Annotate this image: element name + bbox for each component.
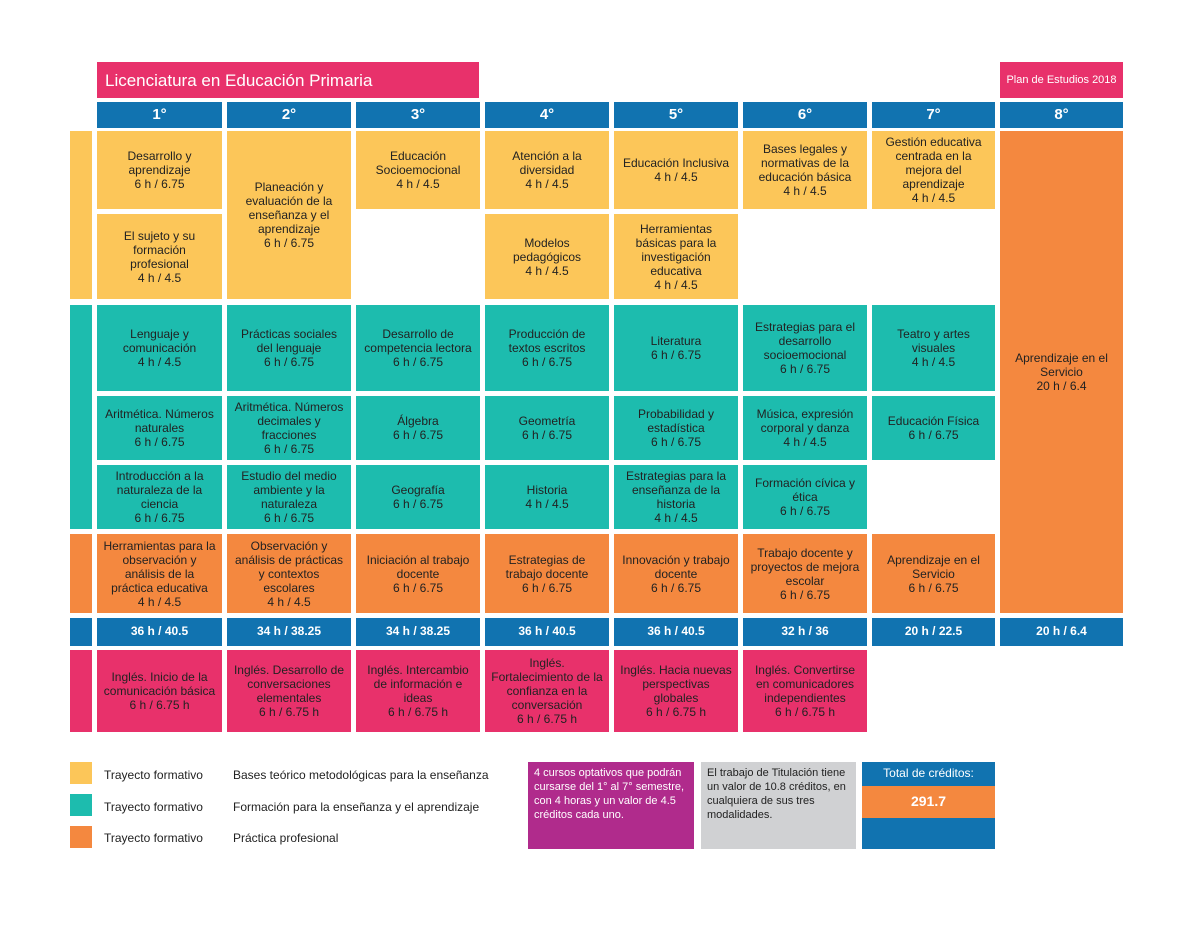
course-observacion-analisis: Observación y análisis de prácticas y contextos escolares 4 h / 4.5 xyxy=(227,534,351,613)
total-semester-4: 36 h / 40.5 xyxy=(485,618,609,646)
course-iniciacion-trabajo-docente: Iniciación al trabajo docente 6 h / 6.75 xyxy=(356,534,480,613)
course-produccion-textos: Producción de textos escritos 6 h / 6.75 xyxy=(485,305,609,391)
semester-header-2: 2° xyxy=(227,102,351,128)
legend-swatch-practica xyxy=(70,826,92,848)
course-desarrollo-aprendizaje: Desarrollo y aprendizaje 6 h / 6.75 xyxy=(97,131,222,209)
legend-label-practica: Trayecto formativo xyxy=(104,831,203,845)
band-formacion xyxy=(70,305,92,529)
semester-header-6: 6° xyxy=(743,102,867,128)
course-algebra: Álgebra 6 h / 6.75 xyxy=(356,396,480,460)
course-estrategias-trabajo-docente: Estrategias de trabajo docente 6 h / 6.75 xyxy=(485,534,609,613)
note-titulacion: El trabajo de Titulación tiene un valor de 10.8 créditos, en cualquiera de sus tres modalidades. xyxy=(701,762,856,849)
course-ingles-5: Inglés. Hacia nuevas perspectivas globales 6 h / 6.75 h xyxy=(614,650,738,732)
course-planeacion-evaluacion: Planeación y evaluación de la enseñanza y el aprendizaje 6 h / 6.75 xyxy=(227,131,351,299)
course-historia: Historia 4 h / 4.5 xyxy=(485,465,609,529)
band-ingles xyxy=(70,650,92,732)
page-title: Licenciatura en Educación Primaria xyxy=(97,62,479,98)
course-lenguaje-comunicacion: Lenguaje y comunicación 4 h / 4.5 xyxy=(97,305,222,391)
course-teatro-artes: Teatro y artes visuales 4 h / 4.5 xyxy=(872,305,995,391)
course-competencia-lectora: Desarrollo de competencia lectora 6 h / 6.75 xyxy=(356,305,480,391)
legend-label-bases: Trayecto formativo xyxy=(104,768,203,782)
course-probabilidad: Probabilidad y estadística 6 h / 6.75 xyxy=(614,396,738,460)
course-geometria: Geometría 6 h / 6.75 xyxy=(485,396,609,460)
semester-header-4: 4° xyxy=(485,102,609,128)
note-optativos: 4 cursos optativos que podrán cursarse del 1° al 7° semestre, con 4 horas y un valor de 4.5 créditos cada uno. xyxy=(528,762,694,849)
course-formacion-civica: Formación cívica y ética 6 h / 6.75 xyxy=(743,465,867,529)
legend-swatch-bases xyxy=(70,762,92,784)
credits-footer xyxy=(862,818,995,849)
course-bases-legales: Bases legales y normativas de la educación básica 4 h / 4.5 xyxy=(743,131,867,209)
total-semester-2: 34 h / 38.25 xyxy=(227,618,351,646)
total-semester-3: 34 h / 38.25 xyxy=(356,618,480,646)
total-semester-6: 32 h / 36 xyxy=(743,618,867,646)
legend-desc-bases: Bases teórico metodológicas para la enseñanza xyxy=(233,768,489,782)
course-gestion-educativa: Gestión educativa centrada en la mejora del aprendizaje 4 h / 4.5 xyxy=(872,131,995,209)
course-ingles-2: Inglés. Desarrollo de conversaciones elementales 6 h / 6.75 h xyxy=(227,650,351,732)
course-ingles-4: Inglés. Fortalecimiento de la confianza en la conversación 6 h / 6.75 h xyxy=(485,650,609,732)
band-practica xyxy=(70,534,92,613)
total-semester-7: 20 h / 22.5 xyxy=(872,618,995,646)
course-aprendizaje-servicio-7: Aprendizaje en el Servicio 6 h / 6.75 xyxy=(872,534,995,613)
semester-header-1: 1° xyxy=(97,102,222,128)
total-semester-1: 36 h / 40.5 xyxy=(97,618,222,646)
credits-title: Total de créditos: xyxy=(862,762,995,786)
semester-header-5: 5° xyxy=(614,102,738,128)
course-proyectos-mejora: Trabajo docente y proyectos de mejora escolar 6 h / 6.75 xyxy=(743,534,867,613)
legend-swatch-formacion xyxy=(70,794,92,816)
course-aprendizaje-servicio-8: Aprendizaje en el Servicio 20 h / 6.4 xyxy=(1000,131,1123,613)
legend-desc-practica: Práctica profesional xyxy=(233,831,339,845)
course-medio-ambiente: Estudio del medio ambiente y la naturaleza 6 h / 6.75 xyxy=(227,465,351,529)
course-practicas-sociales-lenguaje: Prácticas sociales del lenguaje 6 h / 6.75 xyxy=(227,305,351,391)
course-aritmetica-decimales: Aritmética. Números decimales y fracciones 6 h / 6.75 xyxy=(227,396,351,460)
course-ingles-6: Inglés. Convertirse en comunicadores independientes 6 h / 6.75 h xyxy=(743,650,867,732)
course-aritmetica-naturales: Aritmética. Números naturales 6 h / 6.75 xyxy=(97,396,222,460)
semester-header-8: 8° xyxy=(1000,102,1123,128)
course-literatura: Literatura 6 h / 6.75 xyxy=(614,305,738,391)
course-educacion-fisica: Educación Física 6 h / 6.75 xyxy=(872,396,995,460)
course-atencion-diversidad: Atención a la diversidad 4 h / 4.5 xyxy=(485,131,609,209)
legend-label-formacion: Trayecto formativo xyxy=(104,800,203,814)
semester-header-7: 7° xyxy=(872,102,995,128)
course-herramientas-observacion: Herramientas para la observación y análisis de la práctica educativa 4 h / 4.5 xyxy=(97,534,222,613)
course-educacion-socioemocional: Educación Socioemocional 4 h / 4.5 xyxy=(356,131,480,209)
legend-desc-formacion: Formación para la enseñanza y el aprendizaje xyxy=(233,800,480,814)
total-semester-5: 36 h / 40.5 xyxy=(614,618,738,646)
course-sujeto-formacion: El sujeto y su formación profesional 4 h / 4.5 xyxy=(97,214,222,299)
credits-value: 291.7 xyxy=(862,786,995,818)
course-educacion-inclusiva: Educación Inclusiva 4 h / 4.5 xyxy=(614,131,738,209)
course-desarrollo-socioemocional: Estrategias para el desarrollo socioemocional 6 h / 6.75 xyxy=(743,305,867,391)
semester-header-3: 3° xyxy=(356,102,480,128)
course-ingles-3: Inglés. Intercambio de información e ideas 6 h / 6.75 h xyxy=(356,650,480,732)
course-geografia: Geografía 6 h / 6.75 xyxy=(356,465,480,529)
course-herramientas-investigacion: Herramientas básicas para la investigación educativa 4 h / 4.5 xyxy=(614,214,738,299)
course-naturaleza-ciencia: Introducción a la naturaleza de la ciencia 6 h / 6.75 xyxy=(97,465,222,529)
total-semester-8: 20 h / 6.4 xyxy=(1000,618,1123,646)
plan-badge: Plan de Estudios 2018 xyxy=(1000,62,1123,98)
course-ingles-1: Inglés. Inicio de la comunicación básica 6 h / 6.75 h xyxy=(97,650,222,732)
band-bases xyxy=(70,131,92,299)
course-ensenanza-historia: Estrategias para la enseñanza de la historia 4 h / 4.5 xyxy=(614,465,738,529)
course-musica-danza: Música, expresión corporal y danza 4 h / 4.5 xyxy=(743,396,867,460)
course-modelos-pedagogicos: Modelos pedagógicos 4 h / 4.5 xyxy=(485,214,609,299)
band-totals xyxy=(70,618,92,646)
course-innovacion-trabajo-docente: Innovación y trabajo docente 6 h / 6.75 xyxy=(614,534,738,613)
